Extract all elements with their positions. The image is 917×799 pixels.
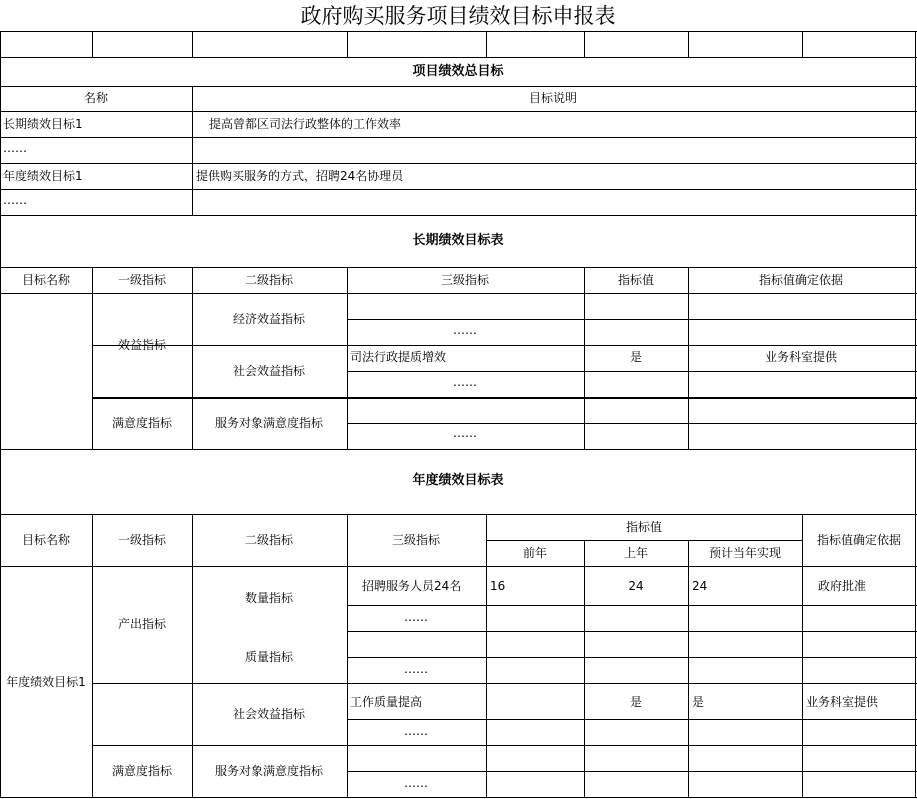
header-value: 指标值 xyxy=(625,520,663,534)
grid-line xyxy=(192,267,193,449)
overall-row-desc: 提供购买服务的方式，招聘24名协理员 xyxy=(196,169,404,183)
grid-line xyxy=(0,111,917,112)
header-level1: 一级指标 xyxy=(117,533,167,547)
col-desc-header: 目标说明 xyxy=(528,91,578,105)
header-level2: 二级指标 xyxy=(244,273,294,287)
longterm-heading: 长期绩效目标表 xyxy=(412,233,504,248)
level2-social: 社会效益指标 xyxy=(232,707,306,721)
level3-recruit: 招聘服务人员24名 xyxy=(362,579,462,593)
ellipsis: …… xyxy=(404,724,428,738)
level2-social: 社会效益指标 xyxy=(232,364,306,378)
grid-line xyxy=(688,540,689,798)
grid-line xyxy=(347,631,917,632)
ellipsis: …… xyxy=(404,610,428,624)
grid-line xyxy=(0,31,1,798)
level2-quantity: 数量指标 xyxy=(244,591,294,605)
level3-work-quality: 工作质量提高 xyxy=(350,695,423,709)
overall-heading: 项目绩效总目标 xyxy=(412,64,504,79)
col-name-header: 名称 xyxy=(83,91,109,105)
header-prev-year: 前年 xyxy=(522,546,548,560)
overall-row-name: …… xyxy=(3,141,27,155)
grid-line xyxy=(0,293,917,294)
grid-line xyxy=(92,683,917,684)
grid-line xyxy=(92,267,93,449)
grid-line xyxy=(0,189,917,190)
header-value: 指标值 xyxy=(617,273,655,287)
ellipsis: …… xyxy=(404,776,428,790)
grid-line xyxy=(347,657,917,658)
header-last-year: 上年 xyxy=(623,546,649,560)
basis-judicial: 业务科室提供 xyxy=(764,350,838,364)
value-judicial: 是 xyxy=(629,350,643,364)
level1-benefit: 效益指标 xyxy=(117,338,167,352)
header-goal-name: 目标名称 xyxy=(21,533,71,547)
header-level2: 二级指标 xyxy=(244,533,294,547)
expected-work-quality: 是 xyxy=(692,695,705,709)
level3-judicial: 司法行政提质增效 xyxy=(350,350,447,364)
grid-line xyxy=(0,57,917,58)
grid-line xyxy=(0,797,917,798)
grid-line xyxy=(0,449,917,450)
grid-line xyxy=(347,267,348,449)
header-level3: 三级指标 xyxy=(440,273,490,287)
grid-line xyxy=(92,397,917,399)
goal-name-annual: 年度绩效目标1 xyxy=(6,675,86,689)
grid-line xyxy=(486,31,487,57)
overall-row-name: …… xyxy=(3,193,27,207)
annual-heading: 年度绩效目标表 xyxy=(412,473,504,488)
grid-line xyxy=(347,605,917,606)
ellipsis: …… xyxy=(453,375,477,389)
grid-line xyxy=(486,540,802,541)
level2-service-satisfaction: 服务对象满意度指标 xyxy=(214,416,324,430)
header-basis: 指标值确定依据 xyxy=(816,533,902,547)
level2-service-satisfaction: 服务对象满意度指标 xyxy=(214,764,324,778)
ellipsis: …… xyxy=(453,323,477,337)
grid-line xyxy=(0,514,917,515)
overall-row-desc: 提高曾都区司法行政整体的工作效率 xyxy=(209,117,402,131)
grid-line xyxy=(347,423,917,424)
grid-line xyxy=(915,31,916,798)
level2-economic: 经济效益指标 xyxy=(232,312,306,326)
overall-row-name: 长期绩效目标1 xyxy=(3,117,83,131)
grid-line xyxy=(192,31,193,57)
grid-line xyxy=(92,345,917,346)
grid-line xyxy=(92,514,93,798)
ellipsis: …… xyxy=(453,426,477,440)
header-level1: 一级指标 xyxy=(117,273,167,287)
grid-line xyxy=(0,566,917,567)
grid-line xyxy=(486,514,487,798)
page-title: 政府购买服务项目绩效目标申报表 xyxy=(300,4,616,28)
grid-line xyxy=(584,267,585,449)
grid-line xyxy=(347,31,348,57)
basis-work-quality: 业务科室提供 xyxy=(806,695,879,709)
level1-satisfaction: 满意度指标 xyxy=(111,764,173,778)
grid-line xyxy=(347,514,348,798)
grid-line xyxy=(192,86,193,215)
last-work-quality: 是 xyxy=(629,695,643,709)
grid-line xyxy=(347,371,917,372)
grid-line xyxy=(0,215,917,216)
grid-line xyxy=(0,86,917,87)
last-recruit: 24 xyxy=(628,579,644,593)
grid-line xyxy=(0,31,917,32)
level1-satisfaction: 满意度指标 xyxy=(111,416,173,430)
grid-line xyxy=(347,719,917,720)
grid-line xyxy=(92,31,93,57)
header-goal-name: 目标名称 xyxy=(21,273,71,287)
overall-row-name: 年度绩效目标1 xyxy=(3,169,83,183)
grid-line xyxy=(0,163,917,164)
grid-line xyxy=(92,745,917,746)
grid-line xyxy=(802,514,803,798)
header-level3: 三级指标 xyxy=(391,533,441,547)
grid-line xyxy=(688,31,689,57)
grid-line xyxy=(0,137,917,138)
header-basis: 指标值确定依据 xyxy=(758,273,844,287)
grid-line xyxy=(802,31,803,57)
basis-recruit: 政府批准 xyxy=(818,579,867,593)
level2-quality: 质量指标 xyxy=(244,650,294,664)
prev-recruit: 16 xyxy=(490,579,506,593)
grid-line xyxy=(347,319,917,320)
grid-line xyxy=(584,31,585,57)
header-expected: 预计当年实现 xyxy=(708,546,782,560)
level1-output: 产出指标 xyxy=(117,617,167,631)
grid-line xyxy=(0,267,917,268)
grid-line xyxy=(584,540,585,798)
expected-recruit: 24 xyxy=(692,579,708,593)
grid-line xyxy=(347,771,917,772)
ellipsis: …… xyxy=(404,662,428,676)
grid-line xyxy=(192,514,193,798)
grid-line xyxy=(688,267,689,449)
